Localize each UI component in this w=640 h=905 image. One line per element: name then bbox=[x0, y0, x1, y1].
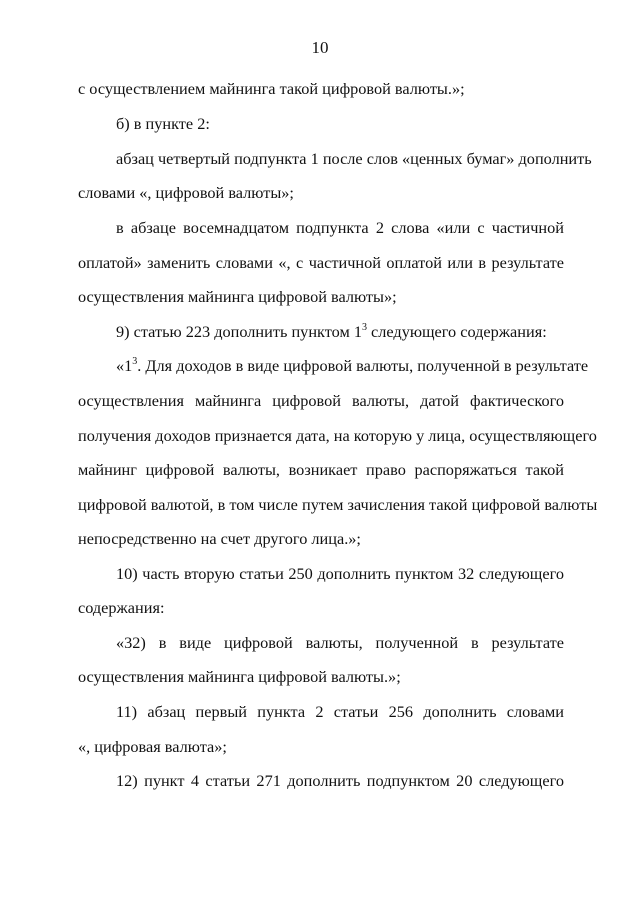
text-line: б) в пункте 2: bbox=[116, 114, 210, 133]
text-fragment: «1 bbox=[116, 356, 133, 375]
text-line: 11) абзац первый пункта 2 статьи 256 дополнить словами bbox=[116, 702, 564, 721]
text-fragment: следующего содержания: bbox=[366, 322, 547, 341]
text-line: 10) часть вторую статьи 250 дополнить пунктом 32 следующего bbox=[116, 564, 564, 583]
text-line: «32) в виде цифровой валюты, полученной в результате bbox=[116, 633, 564, 652]
text-line: «, цифровая валюта»; bbox=[78, 737, 227, 756]
text-line: получения доходов признается дата, на которую у лица, осуществляющего bbox=[78, 426, 597, 445]
text-line: словами «, цифровой валюты»; bbox=[78, 183, 294, 202]
text-fragment: . Для доходов в виде цифровой валюты, полученной в результате bbox=[137, 356, 589, 375]
page-number: 10 bbox=[311, 38, 329, 57]
text-line: осуществления майнинга цифровой валюты»; bbox=[78, 287, 397, 306]
text-line: осуществления майнинга цифровой валюты, датой фактического bbox=[78, 391, 564, 410]
text-line bbox=[116, 355, 589, 376]
text-line: 12) пункт 4 статьи 271 дополнить подпунктом 20 следующего bbox=[116, 771, 564, 790]
text-fragment: 9) статью 223 дополнить пунктом 1 bbox=[116, 322, 362, 341]
superscript: 3 bbox=[132, 355, 138, 367]
text-line: осуществления майнинга цифровой валюты.»; bbox=[78, 667, 401, 686]
text-line: в абзаце восемнадцатом подпункта 2 слова «или с частичной bbox=[116, 218, 564, 237]
text-line: с осуществлением майнинга такой цифровой валюты.»; bbox=[78, 79, 465, 98]
text-line: содержания: bbox=[78, 598, 165, 617]
text-line bbox=[116, 322, 564, 342]
text-line: абзац четвертый подпункта 1 после слов «ценных бумаг» дополнить bbox=[116, 149, 592, 168]
text-line: оплатой» заменить словами «, с частичной оплатой или в результате bbox=[78, 253, 564, 272]
text-line: майнинг цифровой валюты, возникает право распоряжаться такой bbox=[78, 460, 564, 479]
text-line: непосредственно на счет другого лица.»; bbox=[78, 529, 361, 548]
text-line: цифровой валютой, в том числе путем зачисления такой цифровой валюты bbox=[78, 495, 598, 514]
superscript: 3 bbox=[361, 321, 367, 333]
